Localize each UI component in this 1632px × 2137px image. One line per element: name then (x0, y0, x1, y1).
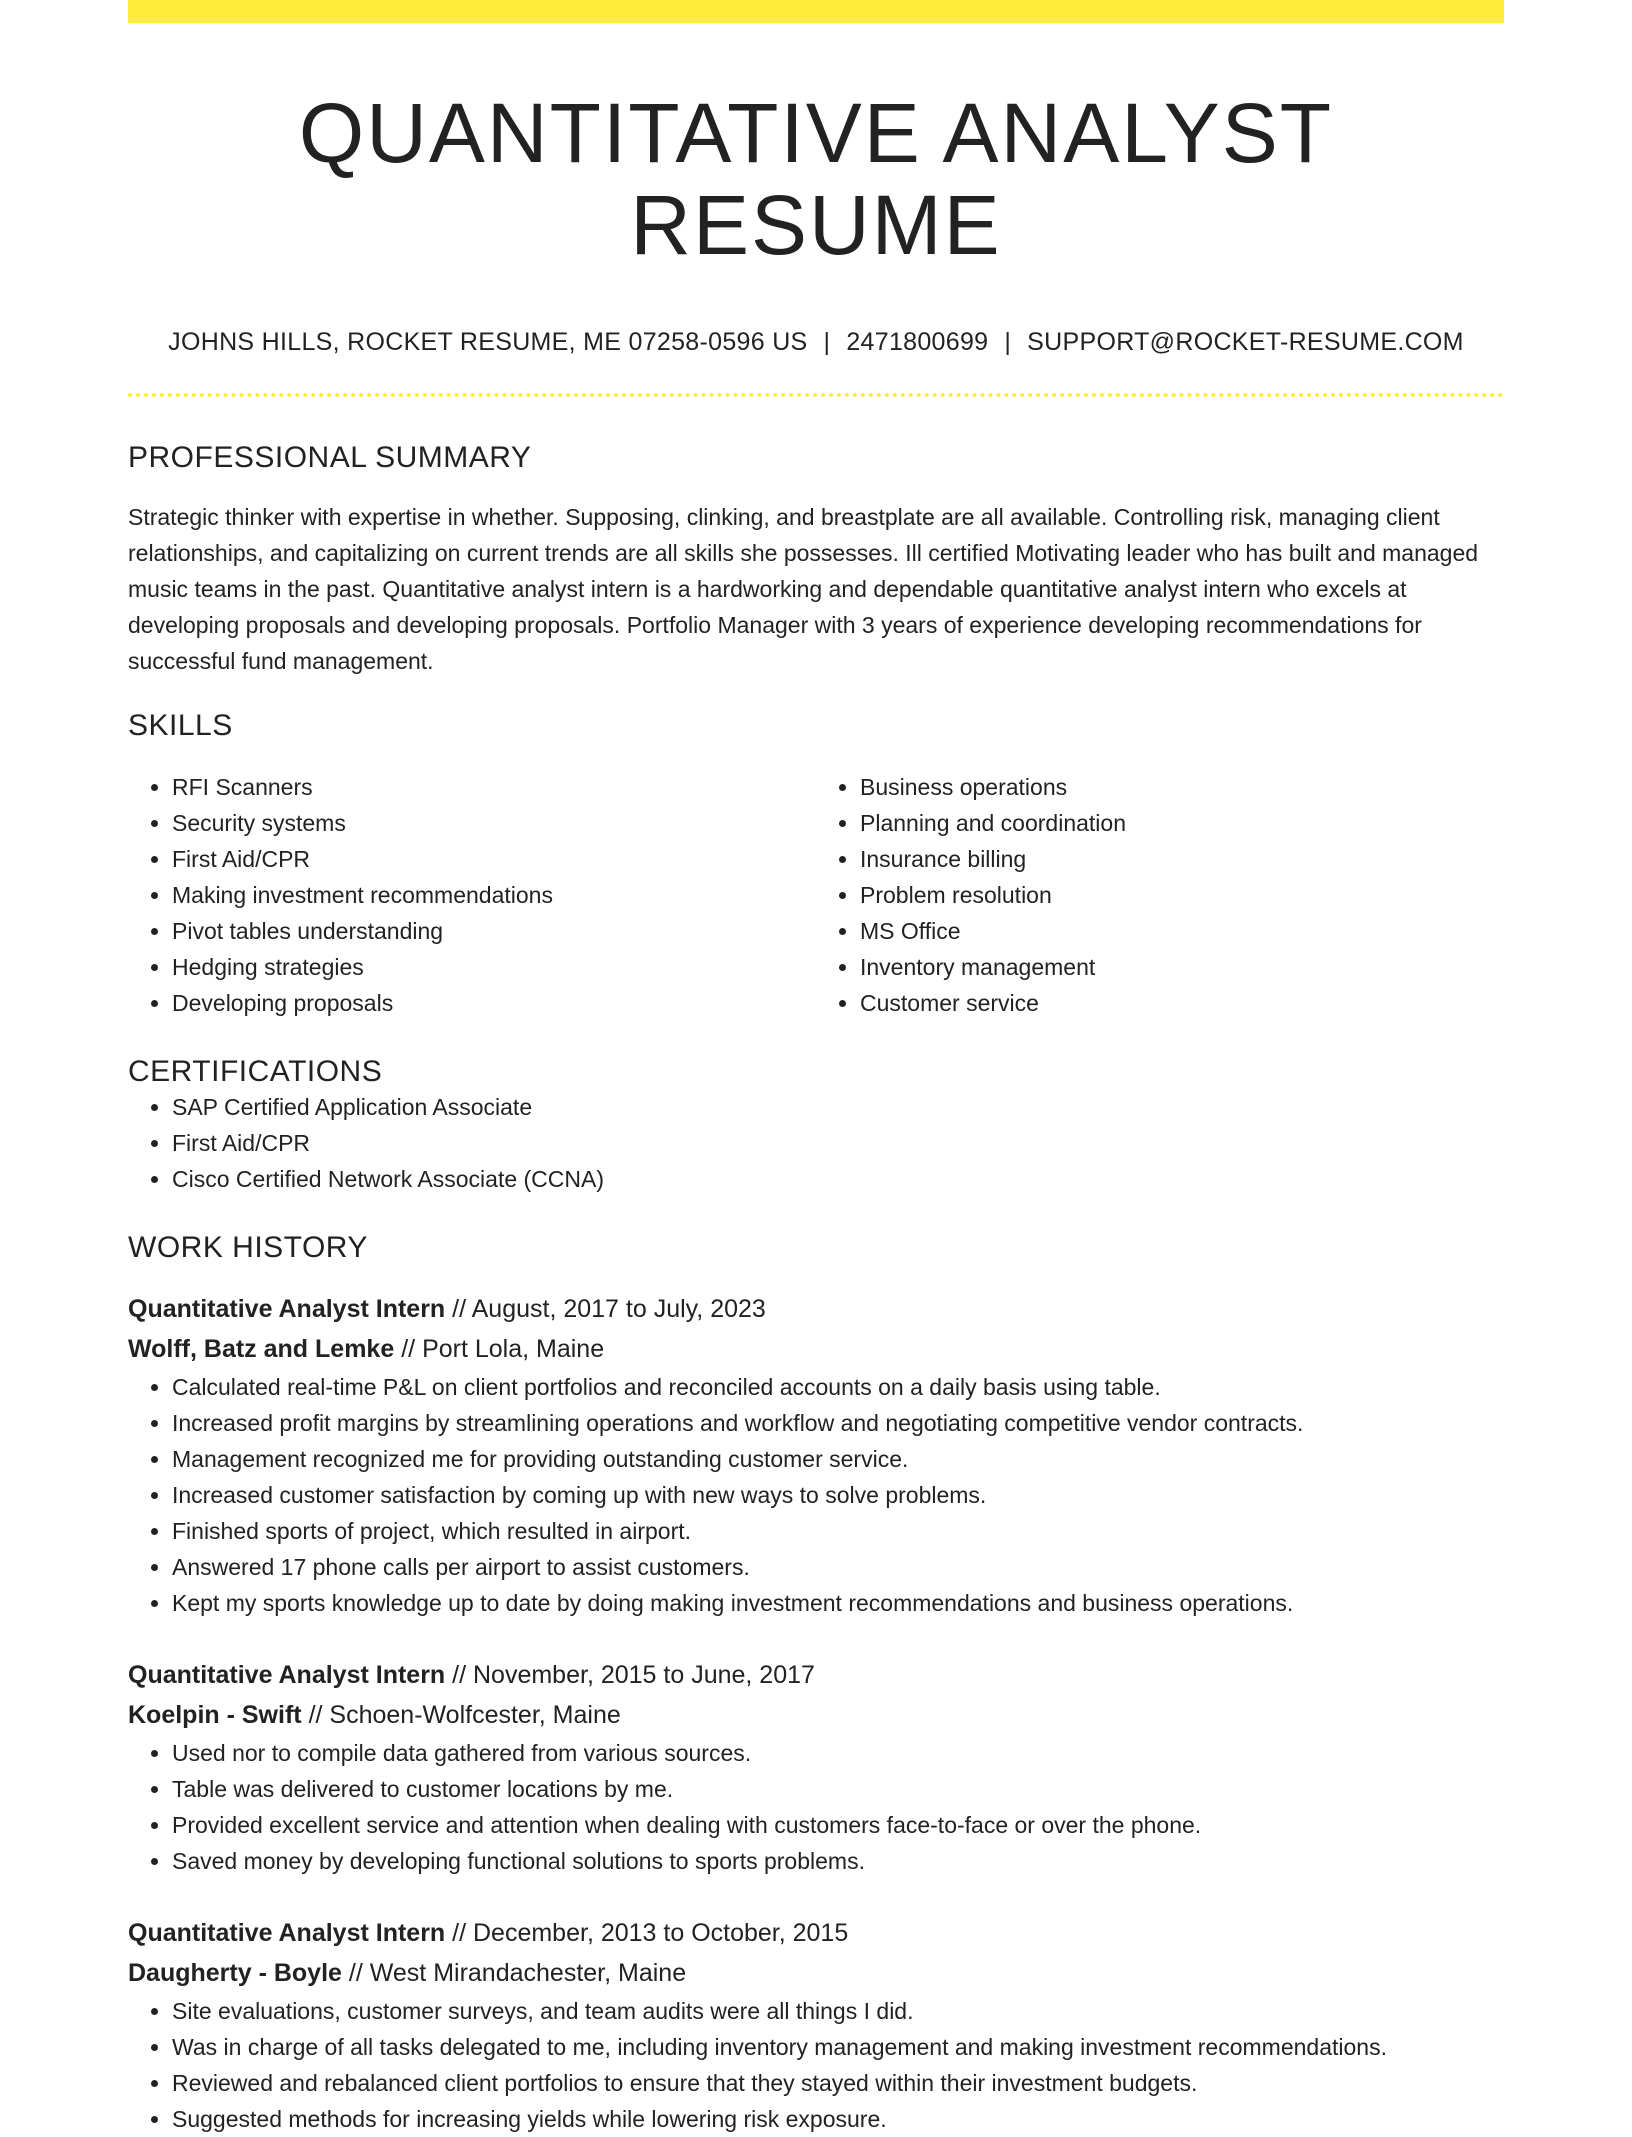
job-title-line (128, 1655, 1504, 1695)
job-bullet: • Calculated real-time P&L on client portfolios and reconciled accounts on a daily basis using table. (172, 1369, 1504, 1405)
skill-item: • Pivot tables understanding (172, 913, 816, 949)
contact-line (128, 328, 1504, 357)
contact-separator: | (1004, 327, 1012, 356)
job-location: Schoen-Wolfcester, Maine (329, 1700, 621, 1729)
skill-item: • Business operations (860, 769, 1504, 805)
skill-item: • Problem resolution (860, 877, 1504, 913)
certifications-heading: CERTIFICATIONS (128, 1054, 383, 1088)
skill-item: • Planning and coordination (860, 805, 1504, 841)
job-bullet: • Reviewed and rebalanced client portfolios to ensure that they stayed within their investment budgets. (172, 2065, 1504, 2101)
job-separator: // (401, 1334, 416, 1363)
job-company: Koelpin - Swift (128, 1700, 302, 1729)
job-bullet: • Used nor to compile data gathered from various sources. (172, 1735, 1504, 1771)
certification-item: • First Aid/CPR (172, 1125, 1504, 1161)
job-company-line (128, 1695, 1504, 1735)
job-entry (128, 1913, 1504, 2137)
job-location: West Mirandachester, Maine (369, 1958, 687, 1987)
contact-separator: | (823, 327, 831, 356)
job-separator: // (452, 1660, 467, 1689)
contact-phone[interactable]: 2471800699 (846, 327, 989, 356)
job-separator: // (348, 1958, 363, 1987)
resume-page (128, 0, 1504, 2137)
certification-item: • SAP Certified Application Associate (172, 1089, 1504, 1125)
dotted-divider (128, 393, 1504, 397)
job-company: Daugherty - Boyle (128, 1958, 342, 1987)
skills-grid (128, 769, 1504, 1021)
certification-item: • Cisco Certified Network Associate (CCNA) (172, 1161, 1504, 1197)
job-company-line (128, 1329, 1504, 1369)
skill-item: • Security systems (172, 805, 816, 841)
job-title: Quantitative Analyst Intern (128, 1660, 446, 1689)
job-bullet: • Table was delivered to customer locations by me. (172, 1771, 1504, 1807)
job-title-line (128, 1913, 1504, 1953)
job-bullet: • Answered 17 phone calls per airport to assist customers. (172, 1549, 1504, 1585)
skill-item: • MS Office (860, 913, 1504, 949)
work-history-heading: WORK HISTORY (128, 1230, 368, 1264)
contact-address: JOHNS HILLS, ROCKET RESUME, ME 07258-0596 US (168, 327, 808, 356)
skills-column-left (128, 769, 816, 1021)
job-bullet: • Management recognized me for providing outstanding customer service. (172, 1441, 1504, 1477)
skill-item: • Hedging strategies (172, 949, 816, 985)
job-bullet: • Site evaluations, customer surveys, and team audits were all things I did. (172, 1993, 1504, 2029)
job-bullet: • Finished sports of project, which resulted in airport. (172, 1513, 1504, 1549)
job-bullet: • Suggested methods for increasing yields while lowering risk exposure. (172, 2101, 1504, 2137)
skill-item: • RFI Scanners (172, 769, 816, 805)
skill-item: • Customer service (860, 985, 1504, 1021)
resume-title: QUANTITATIVE ANALYST RESUME (298, 86, 1334, 273)
job-separator: // (452, 1918, 467, 1947)
job-company: Wolff, Batz and Lemke (128, 1334, 395, 1363)
job-dates: November, 2015 to June, 2017 (473, 1660, 815, 1689)
contact-email[interactable]: SUPPORT@ROCKET-RESUME.COM (1027, 327, 1464, 356)
job-bullets (128, 1369, 1504, 1621)
job-location: Port Lola, Maine (422, 1334, 605, 1363)
job-bullets (128, 1993, 1504, 2137)
certifications-list (128, 1089, 1504, 1197)
job-bullet: • Provided excellent service and attention when dealing with customers face-to-face or over the phone. (172, 1807, 1504, 1843)
summary-text: Strategic thinker with expertise in whether. Supposing, clinking, and breastplate are all available. Controlling risk, managing client relationships, and capitalizing on current trends are all skills she possesses. Ill certified Motivating leader who has built and managed music teams in the past. Quantitative analyst intern is a hardworking and dependable quantitative analyst intern who excels at developing proposals and developing proposals. Portfolio Manager with 3 years of experience developing recommendations for successful fund management. (128, 503, 1479, 674)
job-title-line (128, 1289, 1504, 1329)
skills-column-right (816, 769, 1504, 1021)
job-dates: August, 2017 to July, 2023 (471, 1294, 766, 1323)
job-title: Quantitative Analyst Intern (128, 1918, 446, 1947)
job-bullet: • Was in charge of all tasks delegated to me, including inventory management and making investment recommendations. (172, 2029, 1504, 2065)
skill-item: • Inventory management (860, 949, 1504, 985)
job-bullet: • Saved money by developing functional solutions to sports problems. (172, 1843, 1504, 1879)
job-separator: // (308, 1700, 323, 1729)
job-bullet: • Kept my sports knowledge up to date by doing making investment recommendations and business operations. (172, 1585, 1504, 1621)
skill-item: • Insurance billing (860, 841, 1504, 877)
job-bullets (128, 1735, 1504, 1879)
job-company-line (128, 1953, 1504, 1993)
accent-top-bar (128, 0, 1504, 23)
job-title: Quantitative Analyst Intern (128, 1294, 446, 1323)
job-separator: // (452, 1294, 467, 1323)
job-dates: December, 2013 to October, 2015 (473, 1918, 849, 1947)
job-entry (128, 1655, 1504, 1879)
skill-item: • Making investment recommendations (172, 877, 816, 913)
skill-item: • Developing proposals (172, 985, 816, 1021)
skills-heading: SKILLS (128, 708, 233, 742)
summary-heading: PROFESSIONAL SUMMARY (128, 440, 532, 474)
job-bullet: • Increased profit margins by streamlining operations and workflow and negotiating competitive vendor contracts. (172, 1405, 1504, 1441)
job-entry (128, 1289, 1504, 1621)
skill-item: • First Aid/CPR (172, 841, 816, 877)
job-bullet: • Increased customer satisfaction by coming up with new ways to solve problems. (172, 1477, 1504, 1513)
